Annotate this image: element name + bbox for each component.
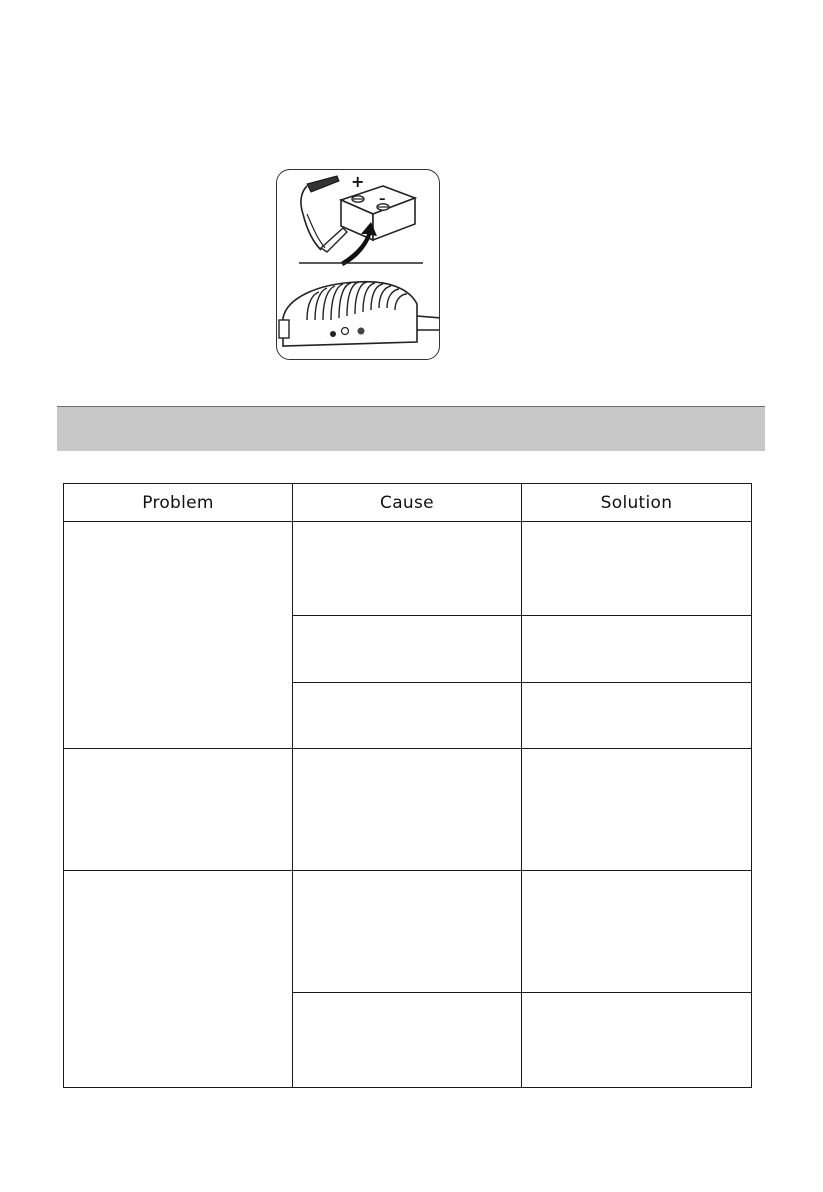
illustration-drawing bbox=[277, 170, 440, 360]
header-cause: Cause bbox=[293, 484, 522, 522]
solution-cell bbox=[522, 749, 752, 871]
cause-cell bbox=[293, 522, 522, 616]
minus-symbol: – bbox=[379, 192, 386, 207]
solution-cell bbox=[522, 993, 752, 1088]
cause-cell bbox=[293, 616, 522, 683]
problem-cell bbox=[64, 871, 293, 1088]
table-row bbox=[64, 871, 752, 993]
cause-cell bbox=[293, 871, 522, 993]
plus-symbol: + bbox=[351, 172, 365, 191]
battery-icon bbox=[341, 186, 415, 240]
troubleshooting-table bbox=[63, 483, 752, 1088]
cause-cell bbox=[293, 683, 522, 749]
solution-cell bbox=[522, 683, 752, 749]
table-header-row bbox=[64, 484, 752, 522]
table-row bbox=[64, 749, 752, 871]
header-problem: Problem bbox=[64, 484, 293, 522]
header-solution: Solution bbox=[522, 484, 752, 522]
solution-cell bbox=[522, 616, 752, 683]
cause-cell bbox=[293, 993, 522, 1088]
red-clamp-icon bbox=[301, 176, 339, 214]
problem-cell bbox=[64, 522, 293, 749]
charger-unit-icon bbox=[279, 282, 440, 346]
table-row bbox=[64, 522, 752, 616]
cause-cell bbox=[293, 749, 522, 871]
solution-cell bbox=[522, 522, 752, 616]
solution-cell bbox=[522, 871, 752, 993]
problem-cell bbox=[64, 749, 293, 871]
section-header-bar bbox=[57, 406, 765, 451]
battery-connection-illustration bbox=[276, 169, 440, 360]
